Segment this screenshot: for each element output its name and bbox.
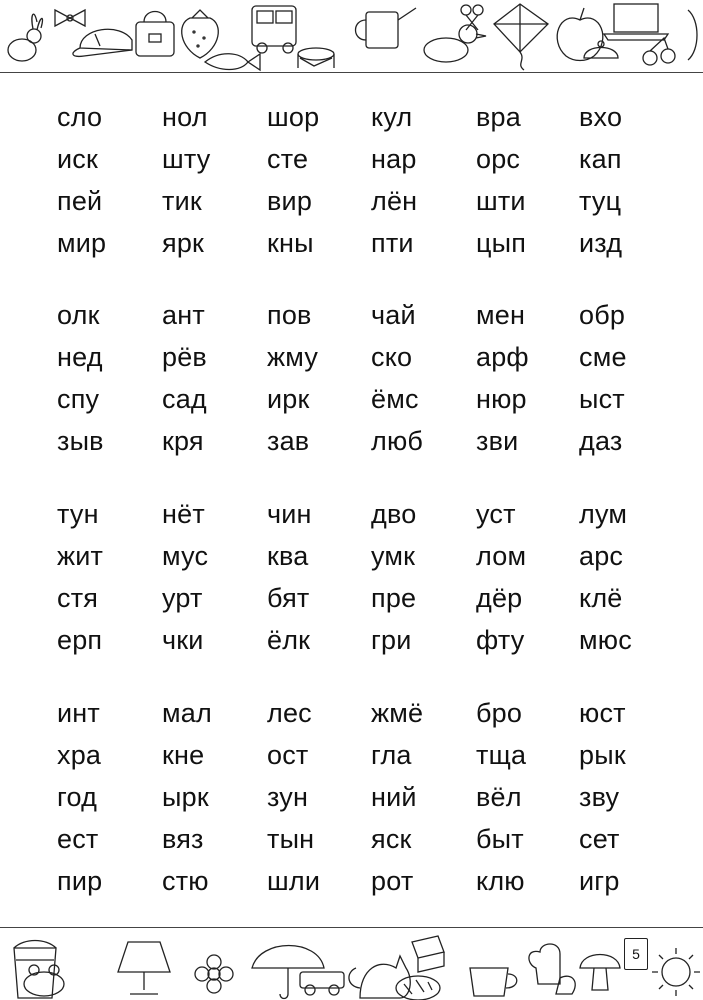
word-cell: вхо xyxy=(579,102,623,132)
word-cell: нюр xyxy=(476,384,527,414)
word-cell: тща xyxy=(476,740,527,770)
bread-icon xyxy=(396,976,440,1000)
mitten-icon xyxy=(529,944,575,994)
word-cell: кап xyxy=(579,144,622,174)
word-cell: ний xyxy=(371,782,417,812)
word-cell: быт xyxy=(476,824,524,854)
word-cell: зви xyxy=(476,426,519,456)
word-cell: клё xyxy=(579,583,623,613)
word-cell: ырк xyxy=(162,782,209,812)
word-cell: гри xyxy=(371,625,412,655)
word-cell: арф xyxy=(476,342,529,372)
word-cell: ерп xyxy=(57,625,103,655)
word-cell: кул xyxy=(371,102,413,132)
word-cell: уст xyxy=(476,499,516,529)
word-cell: жму xyxy=(267,342,319,372)
word-cell: шти xyxy=(476,186,526,216)
word-cell: урт xyxy=(162,583,203,613)
box-icon xyxy=(412,936,444,972)
word-cell: пре xyxy=(371,583,417,613)
word-cell: юст xyxy=(579,698,626,728)
word-cell: ест xyxy=(57,824,99,854)
word-cell: ост xyxy=(267,740,309,770)
word-cell: нар xyxy=(371,144,417,174)
word-cell: ёмс xyxy=(371,384,419,414)
word-cell: игр xyxy=(579,866,620,896)
word-cell: вяз xyxy=(162,824,204,854)
word-cell: тын xyxy=(267,824,315,854)
word-cell: лом xyxy=(476,541,527,571)
word-cell: даз xyxy=(579,426,623,456)
word-cell: лес xyxy=(267,698,312,728)
word-cell: ыст xyxy=(579,384,625,414)
word-cell: жмё xyxy=(371,698,424,728)
word-cell: ярк xyxy=(162,228,205,258)
word-cell: ант xyxy=(162,300,205,330)
cat-icon xyxy=(349,956,410,998)
word-cell: рёв xyxy=(162,342,207,372)
word-cell: мус xyxy=(162,541,209,571)
word-cell: нол xyxy=(162,102,208,132)
word-cell: сло xyxy=(57,102,103,132)
word-cell: цып xyxy=(476,228,527,258)
word-cell: изд xyxy=(579,228,623,258)
word-cell: вёл xyxy=(476,782,522,812)
word-cell: нёт xyxy=(162,499,205,529)
word-cell: стю xyxy=(162,866,209,896)
word-cell: кря xyxy=(162,426,204,456)
word-cell: люб xyxy=(371,426,424,456)
mushroom-icon xyxy=(580,955,620,991)
word-cell: рот xyxy=(371,866,414,896)
bottom-decorative-border xyxy=(0,928,703,1000)
lamp-icon xyxy=(118,942,170,994)
word-cell: иск xyxy=(57,144,98,174)
word-cell: чай xyxy=(371,300,416,330)
word-cell: ско xyxy=(371,342,413,372)
word-cell: тун xyxy=(57,499,99,529)
word-cell: дво xyxy=(371,499,417,529)
word-cell: сте xyxy=(267,144,309,174)
word-cell: лён xyxy=(371,186,418,216)
word-cell: вра xyxy=(476,102,521,132)
word-cell: орс xyxy=(476,144,521,174)
word-cell: туц xyxy=(579,186,622,216)
word-cell: хра xyxy=(57,740,102,770)
word-cell: зву xyxy=(579,782,620,812)
word-cell: стя xyxy=(57,583,99,613)
word-cell: чки xyxy=(162,625,204,655)
word-cell: пей xyxy=(57,186,103,216)
word-cell: бят xyxy=(267,583,310,613)
word-cell: шли xyxy=(267,866,321,896)
word-cell: сет xyxy=(579,824,620,854)
word-cell: зун xyxy=(267,782,309,812)
car-icon xyxy=(300,972,344,995)
word-cell: умк xyxy=(371,541,416,571)
word-cell: кне xyxy=(162,740,205,770)
word-cell: сме xyxy=(579,342,627,372)
word-cell: мюс xyxy=(579,625,632,655)
page-number: 5 xyxy=(624,938,648,970)
word-cell: спу xyxy=(57,384,100,414)
word-cell: бро xyxy=(476,698,523,728)
word-cell: тик xyxy=(162,186,202,216)
frog-icon xyxy=(24,965,64,996)
word-cell: год xyxy=(57,782,98,812)
cup-icon xyxy=(470,968,517,996)
word-cell: сад xyxy=(162,384,207,414)
word-cell: мен xyxy=(476,300,526,330)
word-cell: пти xyxy=(371,228,414,258)
word-cell: рык xyxy=(579,740,626,770)
word-cell: ёлк xyxy=(267,625,311,655)
word-cell: лум xyxy=(579,499,628,529)
word-cell: кны xyxy=(267,228,314,258)
word-cell: обр xyxy=(579,300,626,330)
word-cell: зав xyxy=(267,426,310,456)
word-cell: арс xyxy=(579,541,624,571)
word-cell: мал xyxy=(162,698,212,728)
word-cell: жит xyxy=(57,541,104,571)
word-cell: мир xyxy=(57,228,107,258)
word-cell: вир xyxy=(267,186,313,216)
word-cell: чин xyxy=(267,499,312,529)
word-cell: нед xyxy=(57,342,103,372)
sun-icon xyxy=(652,948,700,996)
word-cell: фту xyxy=(476,625,525,655)
word-cell: клю xyxy=(476,866,525,896)
word-cell: дёр xyxy=(476,583,523,613)
word-cell: пир xyxy=(57,866,103,896)
word-cell: гла xyxy=(371,740,412,770)
word-cell: зыв xyxy=(57,426,104,456)
word-cell: яск xyxy=(371,824,412,854)
word-cell: пов xyxy=(267,300,312,330)
word-cell: шту xyxy=(162,144,211,174)
word-cell: инт xyxy=(57,698,100,728)
word-cell: шор xyxy=(267,102,320,132)
word-cell: олк xyxy=(57,300,100,330)
word-cell: ирк xyxy=(267,384,310,414)
word-cell: ква xyxy=(267,541,309,571)
flower-icon xyxy=(195,955,233,993)
